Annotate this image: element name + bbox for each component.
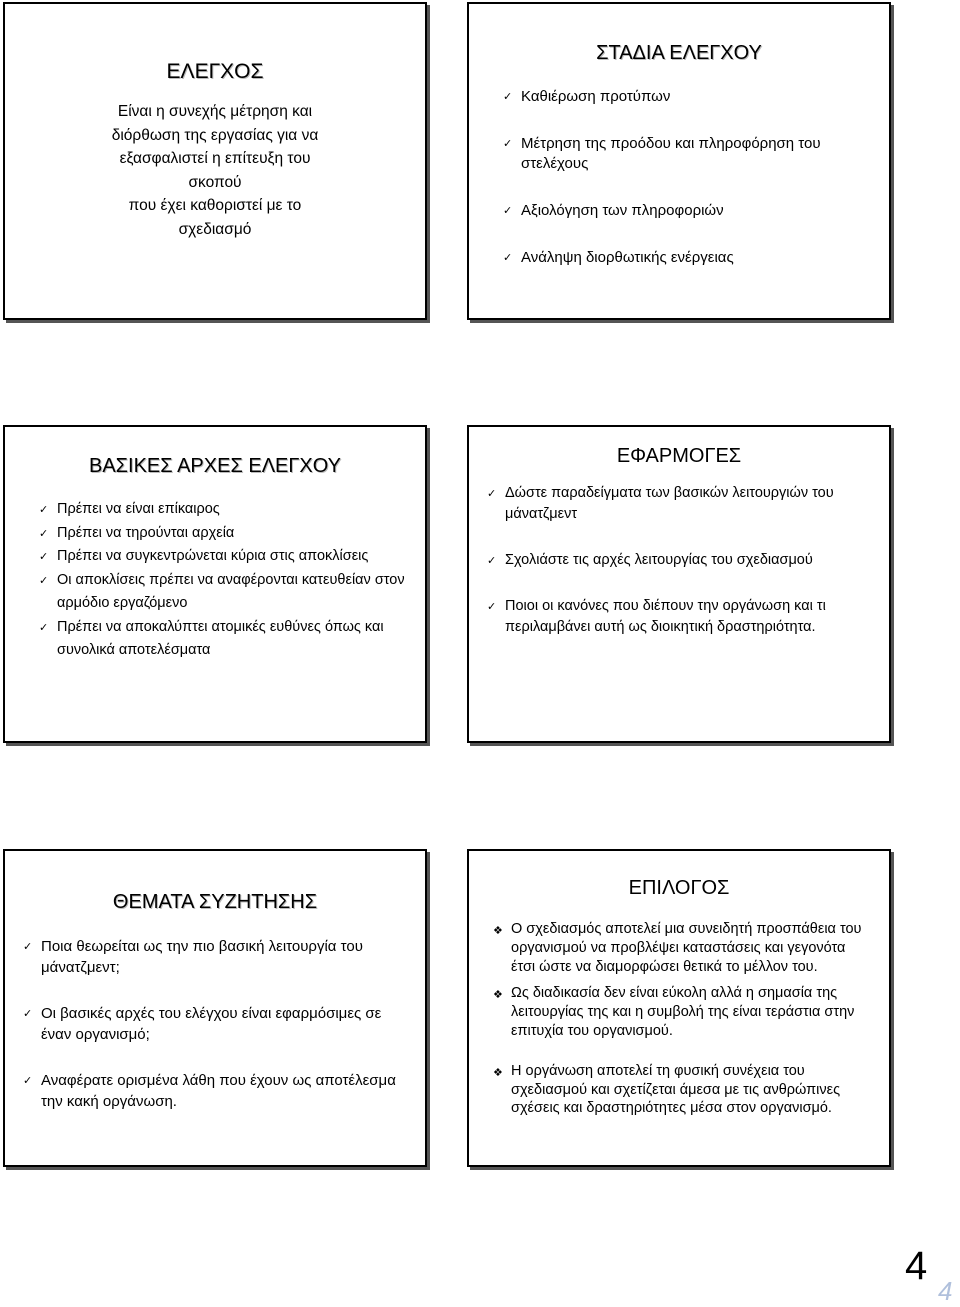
bullet-list (487, 483, 889, 638)
slide-title: ΕΦΑΡΜΟΓΕΣ (616, 445, 742, 467)
check-icon: ✓ (39, 526, 49, 540)
list-item-text: Πρέπει να αποκαλύπτει ατομικές ευθύνες όπως και συνολικά αποτελέσματα (57, 618, 384, 658)
bullet-list (503, 87, 889, 268)
list-item-text: Πρέπει να τηρούνται αρχεία (57, 524, 235, 541)
list-item (503, 134, 869, 174)
list-item-text: Σχολιάστε τις αρχές λειτουργίας του σχεδιασμού (505, 552, 813, 568)
list-item (39, 616, 407, 663)
list-item-text: Ποια θεωρείται ως την πιο βασική λειτουργία του μάνατζμεντ; (41, 938, 363, 976)
check-icon: ✓ (39, 573, 49, 587)
list-item-text: Καθιέρωση προτύπων (521, 88, 671, 105)
list-item-text: Ανάληψη διορθωτικής ενέργειας (521, 249, 734, 266)
list-item (503, 248, 869, 268)
slide-control-definition (3, 2, 427, 320)
diamond-icon: ❖ (493, 988, 503, 1002)
list-item (493, 920, 873, 976)
check-icon: ✓ (503, 90, 513, 103)
bullet-list (23, 936, 425, 1112)
body-line: εξασφαλιστεί η επίτευξη του (119, 150, 311, 167)
list-item-text: Αξιολόγηση των πληροφοριών (521, 202, 724, 219)
list-item-text: Οι αποκλίσεις πρέπει να αναφέρονται κατευθείαν στον αρμόδιο εργαζόμενο (57, 571, 405, 611)
slide-title: ΕΠΙΛΟΓΟΣ (628, 877, 730, 899)
check-icon: ✓ (487, 600, 497, 613)
slide-control-principles (3, 425, 427, 743)
list-item (39, 545, 407, 569)
body-line: διόρθωση της εργασίας για να (111, 126, 319, 144)
list-item (493, 984, 873, 1040)
check-icon: ✓ (487, 487, 497, 500)
slide-epilogue (467, 849, 891, 1167)
body-line: Είναι η συνεχής μέτρηση και (117, 103, 313, 120)
diamond-icon: ❖ (493, 1065, 503, 1079)
list-item (39, 498, 407, 522)
slide-body (5, 100, 425, 241)
check-icon: ✓ (503, 251, 513, 264)
list-item-text: Πρέπει να είναι επίκαιρος (57, 501, 220, 517)
list-item-text: Δώστε παραδείγματα των βασικών λειτουργιών του μάνατζμεντ (505, 485, 834, 522)
list-item-text: Ο σχεδιασμός αποτελεί μια συνειδητή προσπάθεια του οργανισμού να προβλέψει καταστάσεις και γεγονότα έτσι ώστε να διαμορφώσει θετικά το μέλλον του. (511, 921, 862, 975)
check-icon: ✓ (487, 554, 497, 567)
list-item (487, 483, 869, 525)
list-item-text: Μέτρηση της προόδου και πληροφόρηση του στελέχους (521, 135, 821, 172)
slide-control-stages (467, 2, 891, 320)
list-item (487, 550, 869, 571)
check-icon: ✓ (503, 204, 513, 217)
bullet-list (39, 498, 425, 663)
check-icon: ✓ (39, 550, 49, 563)
slide-discussion-topics (3, 849, 427, 1167)
check-icon: ✓ (39, 620, 49, 634)
check-icon: ✓ (23, 940, 33, 953)
list-item (23, 936, 409, 978)
list-item (493, 1062, 873, 1118)
slide-title: ΕΛΕΓΧΟΣ (166, 60, 264, 83)
list-item-text: Οι βασικές αρχές του ελέγχου είναι εφαρμόσιμες σε έναν οργανισμό; (41, 1005, 382, 1043)
body-line: που έχει καθοριστεί με το (128, 197, 302, 214)
list-item-text: Ποιοι οι κανόνες που διέπουν την οργάνωση και τι περιλαμβάνει αυτή ως διοικητική δραστηριότητα. (505, 598, 826, 635)
diamond-icon: ❖ (493, 924, 503, 937)
slide-title: ΒΑΣΙΚΕΣ ΑΡΧΕΣ ΕΛΕΓΧΟΥ (88, 455, 342, 477)
page-number: 4 (905, 1244, 928, 1288)
list-item-text: Ως διαδικασία δεν είναι εύκολη αλλά η σημασία της λειτουργίας της και η συμβολή της είναι τεράστια στην επιτυχία του οργανισμού. (511, 985, 855, 1039)
list-item (487, 596, 869, 638)
list-item (23, 1003, 409, 1045)
bullet-list (493, 920, 889, 1118)
list-item-text: Η οργάνωση αποτελεί τη φυσική συνέχεια του σχεδιασμού και σχετίζεται άμεσα με τις ανθρώπινες σχέσεις και δραστηριότητες μέσα στον οργανισμό. (511, 1062, 841, 1117)
list-item (503, 87, 869, 107)
list-item (503, 201, 869, 221)
list-item (39, 569, 407, 616)
slide-title: ΘΕΜΑΤΑ ΣΥΖΗΤΗΣΗΣ (112, 891, 318, 913)
list-item (39, 522, 407, 546)
body-line: σκοπού (188, 173, 242, 191)
list-item-text: Αναφέρατε ορισμένα λάθη που έχουν ως αποτέλεσμα την κακή οργάνωση. (41, 1072, 396, 1110)
slide-title: ΣΤΑΔΙΑ ΕΛΕΓΧΟΥ (596, 42, 762, 64)
check-icon: ✓ (23, 1074, 33, 1087)
body-line: σχεδιασμό (178, 220, 252, 238)
check-icon: ✓ (503, 137, 513, 150)
page-number-watermark: 4 (938, 1276, 953, 1306)
slide-applications (467, 425, 891, 743)
list-item (23, 1070, 409, 1112)
check-icon: ✓ (23, 1007, 33, 1020)
check-icon: ✓ (39, 503, 49, 516)
list-item-text: Πρέπει να συγκεντρώνεται κύρια στις αποκλίσεις (57, 548, 369, 564)
